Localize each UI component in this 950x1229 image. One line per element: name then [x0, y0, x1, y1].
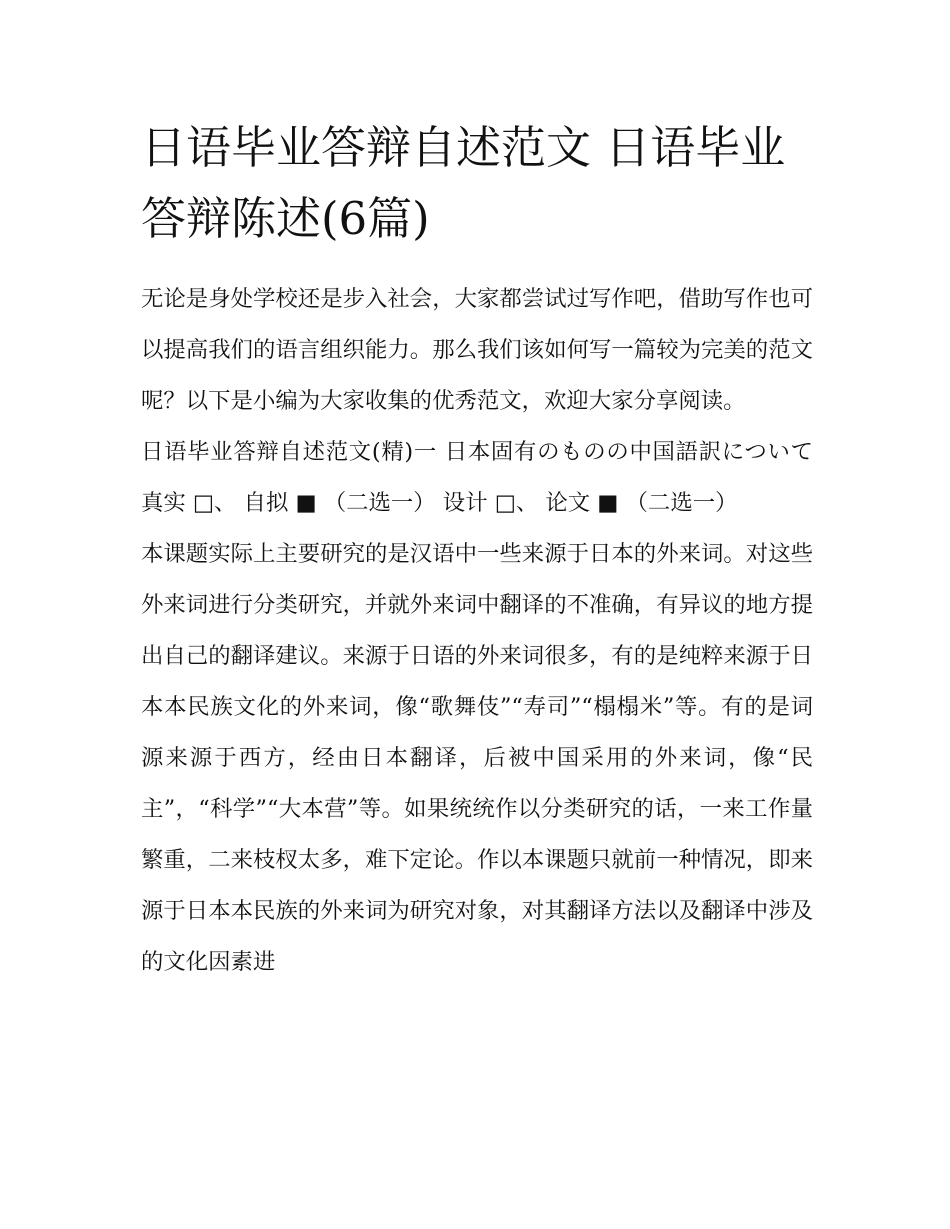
section-heading-paragraph: 日语毕业答辩自述范文(精)一 日本固有のものの中国語訳について 真实 □、 自拟 ■ （二选一） 设计 □、 论文 ■ （二选一） [141, 439, 813, 516]
document-title: 日语毕业答辩自述范文 日语毕业答辩陈述(6篇) [141, 121, 786, 245]
research-paragraph: 本课题实际上主要研究的是汉语中一些来源于日本的外来词。对这些外来词进行分类研究，并就外来词中翻译的不准确，有异议的地方提出自己的翻译建议。来源于日语的外来词很多，有的是纯粹来源于日本本民族文化的外来词，像“歌舞伎”“寿司”“榻榻米”等。有的是词源来源于西方，经由日本翻译，后被中国采用的外来词，像“民主”，“科学”“大本营”等。如果统统作以分类研究的话，一来工作量繁重，二来枝杈太多，难下定论。作以本课题只就前一种情况，即来源于日本本民族的外来词为研究对象，对其翻译方法以及翻译中涉及的文化因素进 [141, 541, 813, 975]
intro-paragraph: 无论是身处学校还是步入社会，大家都尝试过写作吧，借助写作也可以提高我们的语言组织能力。那么我们该如何写一篇较为完美的范文呢？以下是小编为大家收集的优秀范文，欢迎大家分享阅读。 [141, 286, 813, 414]
document-page [141, 112, 813, 988]
document-body [141, 274, 813, 988]
